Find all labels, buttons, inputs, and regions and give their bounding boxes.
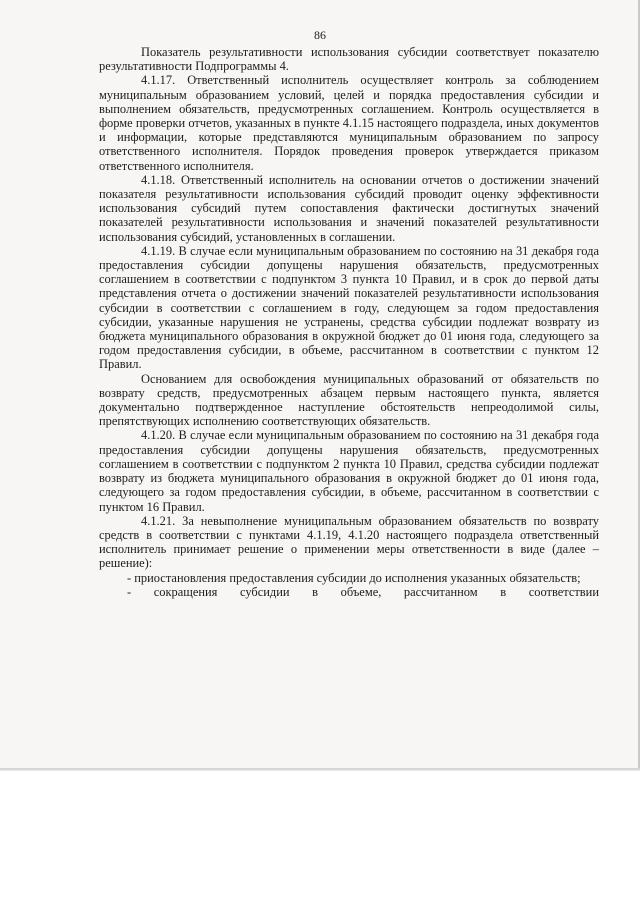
list-item-suspension: - приостановления предоставления субсидии до исполнения указанных обязательств;: [127, 570, 581, 585]
paragraph-4-1-20: 4.1.20. В случае если муниципальным образованием по состоянию на 31 декабря года предоставления субсидии допущены нарушения обязательств, предусмотренных соглашением в соответствии с подпунктом 2 пункта 10 Правил, средства субсидии подлежат возврату из бюджета муниципального образования в окружной бюджет до 01 июня года, следующего за годом предоставления субсидии, в объеме, рассчитанном в соответствии с пунктом 16 Правил.: [99, 428, 599, 514]
scan-bottom-edge: [0, 768, 640, 771]
page-number: 86: [314, 28, 326, 42]
paragraph-4-1-18: 4.1.18. Ответственный исполнитель на основании отчетов о достижении значений показателя результативности использования субсидий проводит оценку эффективности использования субсидий путем сопоставления фактически достигнутых значений показателей результативности использования и значений показателей результативности использования субсидий, установленных в соглашении.: [99, 172, 599, 244]
paragraph-4-1-17: 4.1.17. Ответственный исполнитель осуществляет контроль за соблюдением муниципальным образованием условий, целей и порядка предоставления субсидии и выполнением обязательств, предусмотренных соглашением. Контроль осуществляется в форме проверки отчетов, указанных в пункте 4.1.15 настоящего подраздела, иных документов и информации, которые представляются муниципальным образованием по запросу ответственного исполнителя. Порядок проведения проверок утверждается приказом ответственного исполнителя.: [99, 73, 599, 173]
paragraph-exemption-basis: Основанием для освобождения муниципальных образований от обязательств по возврату средств, предусмотренных абзацем первым настоящего пункта, является документально подтвержденное наступление обстоятельств непреодолимой силы, препятствующих исполнению соответствующих обязательств.: [99, 371, 599, 429]
paragraph-result-indicator: Показатель результативности использования субсидии соответствует показателю результативности Подпрограммы 4.: [99, 45, 599, 74]
paragraph-4-1-19: 4.1.19. В случае если муниципальным образованием по состоянию на 31 декабря года предоставления субсидии допущены нарушения обязательств, предусмотренных соглашением в соответствии с подпунктом 3 пункта 10 Правил, и в срок до первой даты представления отчета о достижении значений показателей результативности использования субсидии в соответствии с соглашением в году, следующем за годом предоставления субсидии, указанные нарушения не устранены, средства субсидии подлежат возврату из бюджета муниципального образования в окружной бюджет до 01 июня года, следующего за годом предоставления субсидии, в объеме, рассчитанном в соответствии с пунктом 12 Правил.: [99, 243, 599, 372]
paragraph-4-1-21: 4.1.21. За невыполнение муниципальным образованием обязательств по возврату средств в соответствии с пунктами 4.1.19, 4.1.20 настоящего подраздела ответственный исполнитель принимает решение о применении меры ответственности в виде (далее – решение):: [99, 513, 599, 571]
document-body: [99, 45, 599, 599]
list-item-reduction: - сокращения субсидии в объеме, рассчитанном в соответствии: [127, 584, 599, 599]
